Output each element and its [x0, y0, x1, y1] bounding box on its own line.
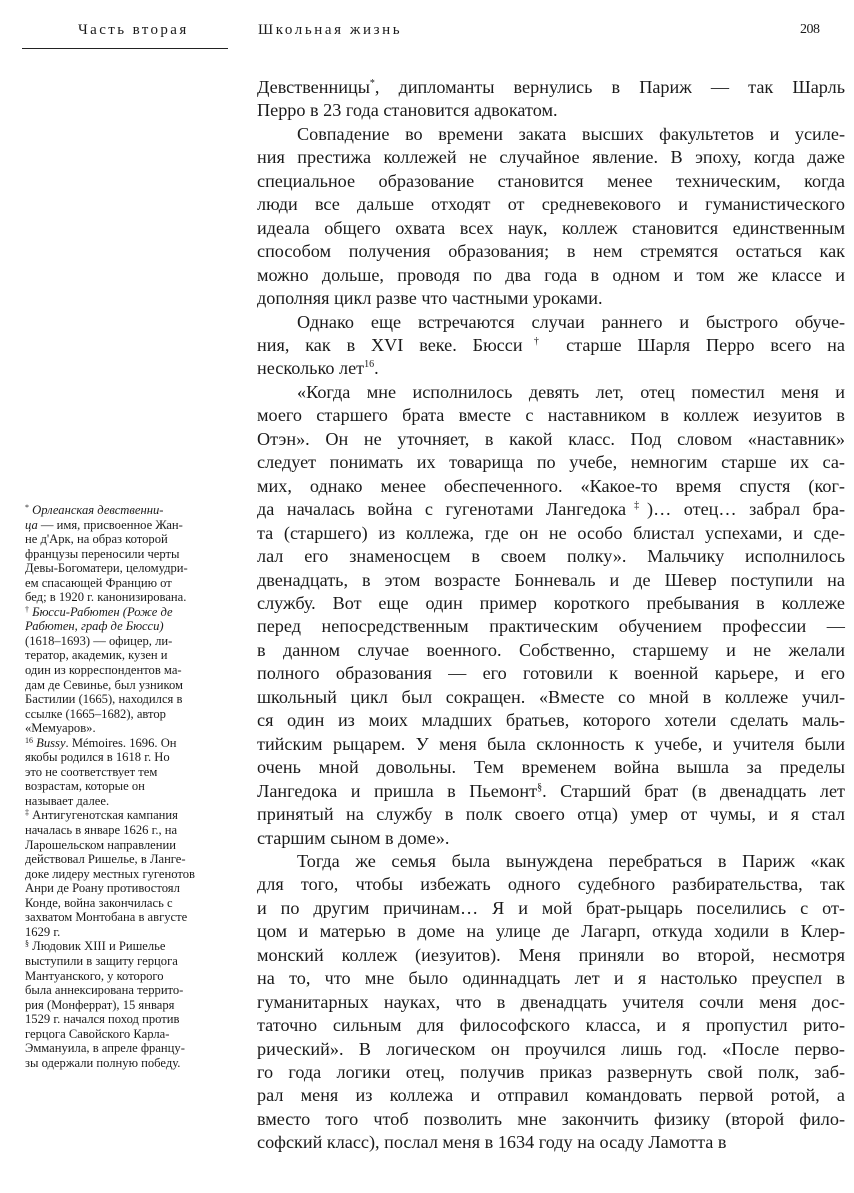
text-line: Девственницы*, дипломанты вернулись в Париж — так Шарль [257, 77, 845, 97]
footnote-line: возрастам, которые он [25, 779, 145, 794]
footnote-line: Девы-Богоматери, целомудри- [25, 561, 188, 576]
text-line: несколько лет$^{16}$. [257, 358, 379, 379]
footnote-line [25, 605, 249, 620]
text-line: ния, как в XVI веке. Бюсси† старше Шарля Перро всего на [257, 334, 845, 355]
italic-text: Бюсси-Рабютен (Роже де [32, 604, 173, 619]
text-line: ния престижа коллежей не случайное явление. В эпоху, когда даже [257, 147, 845, 168]
footnote-reference[interactable]: § [537, 781, 543, 793]
text-line: таточно сильным для философского класса, и я пропустил рито- [257, 1015, 845, 1036]
text-line: на то, что мне было одиннадцать лет и я настолько преуспел в [257, 968, 845, 989]
text-line: школьный цикл был сокращен. «Вместе со мной в коллеже учил- [257, 686, 845, 707]
footnote-line: захватом Монтобана в августе [25, 910, 188, 925]
text-line: ся один из моих младших братьев, которого хотели сделать маль- [257, 710, 845, 731]
running-head [0, 22, 854, 52]
footnote-line: ем спасающей Францию от [25, 575, 172, 590]
text-line: софский класс), послал меня в 1634 году на осаду Ламотта в [257, 1132, 727, 1153]
text-line: тийским рыцарем. У меня была склонность к учебе, и учителя были [257, 733, 845, 754]
text-line: да началась война с гугенотами Лангедока‡)… отец… забрал бра- [257, 499, 846, 520]
footnote-line: $^{16}$ Bussy. Mémoires. 1696. Он [25, 735, 177, 750]
text-line: цом и матерью в доме на улице де Лагарп, откуда ходили в Клер- [257, 921, 845, 942]
text-line: службу. Вот еще один пример короткого пребывания в коллеже [257, 592, 845, 613]
footnote-line: (1618–1693) — офицер, ли- [25, 633, 173, 648]
page-number: 208 [800, 22, 820, 37]
footnote-line: 1629 г. [25, 924, 61, 939]
italic-text: Bussy [36, 735, 66, 750]
footnote-line: ца — имя, присвоенное Жан- [25, 517, 183, 532]
text-line: для того, чтобы избежать одного судебного разбирательства, так [257, 874, 845, 895]
text-line: старшим сыном в доме». [257, 827, 450, 848]
footnote-line: французы переносили черты [25, 546, 180, 561]
paragraph [257, 123, 845, 311]
footnote-line: Бастилии (1665), находился в [25, 692, 183, 707]
footnote-line: называет далее. [25, 793, 110, 808]
main-text-column [257, 76, 845, 1155]
footnote-line: герцога Савойского Карла- [25, 1026, 170, 1041]
footnote-reference[interactable]: † [522, 335, 551, 347]
footnote-line: рия (Монферрат), 15 января [25, 997, 175, 1012]
text-line: вместо того чтоб позволить мне закончить физику (второй фило- [257, 1108, 845, 1129]
footnote [25, 736, 249, 809]
text-line: го года логики отец, получив приказ развернуть свой полк, заб- [257, 1062, 845, 1083]
text-line: Тогда же семья была вынуждена перебраться в Париж «как [297, 850, 845, 871]
footnote-line [25, 619, 249, 634]
footnote-line: была аннексирована террито- [25, 983, 184, 998]
text-line: монский коллеж (иезуитов). Меня приняли во второй, несмотря [257, 944, 845, 965]
text-line: очень мной довольны. Тем временем война вышла за пределы [257, 757, 845, 778]
italic-text: Орлеанская девственни- [32, 503, 164, 517]
running-head-rule [22, 48, 228, 49]
footnote-reference[interactable]: * [369, 78, 375, 89]
text-line: специальное образование становится менее техническим, когда [257, 170, 845, 191]
footnote-line: тератор, академик, кузен и [25, 648, 168, 663]
margin-footnotes [25, 503, 249, 1070]
text-line: перед непосредственным практическим обучением профессии — [257, 616, 845, 637]
footnote-reference[interactable]: ‡ [626, 500, 648, 512]
text-line: та (старшего) из коллежа, где он не особо блистал успехами, и сде- [257, 522, 845, 543]
text-line: дополняя цикл разве что частными уроками. [257, 288, 603, 309]
paragraph [257, 850, 845, 1155]
paragraph [257, 76, 845, 123]
paragraph [257, 311, 845, 381]
footnote-marker: ‡ [25, 808, 29, 818]
footnote-marker: † [25, 604, 29, 614]
footnote-marker: 16 [25, 735, 33, 745]
text-line: лал его знаменосцем в своем полку». Мальчику исполнилось [257, 546, 845, 567]
text-line: мих, однако менее обеспеченного. «Какое-то время спустя (ког- [257, 475, 845, 496]
footnote-reference[interactable]: 16 [364, 359, 375, 371]
footnote [25, 939, 249, 1070]
text-line: люди все дальше отходят от средневекового и гуманистического [257, 194, 845, 215]
text-line: двенадцать, в этом возрасте Бонневаль и де Шевер поступили на [257, 569, 845, 590]
footnote-line: началась в январе 1626 г., на [25, 823, 178, 838]
footnote-line: Ларошельском направлении [25, 837, 176, 852]
footnote-marker: § [25, 939, 29, 949]
footnote [25, 503, 249, 605]
footnote-line: не д'Арк, на образ которой [25, 532, 168, 547]
footnote-line: ссылке (1665–1682), автор [25, 706, 166, 721]
text-line: Отэн». Он не уточняет, в какой класс. Под словом «наставник» [257, 428, 845, 449]
footnote-line: ‡ Антигугенотская кампания [25, 808, 178, 823]
footnote-line: «Мемуаров». [25, 721, 96, 736]
text-line: Лангедока и пришла в Пьемонт§. Старший брат (в двенадцать лет [257, 780, 846, 801]
text-line: полного образования — его готовили к военной карьере, и его [257, 663, 845, 684]
text-line: Перро в 23 года становится адвокатом. [257, 100, 558, 121]
footnote-line: Конде, война закончилась с [25, 895, 173, 910]
footnote-line: 1529 г. начался поход против [25, 1012, 180, 1027]
text-line: идеала общего охвата всех наук, коллеж становится единственным [257, 217, 845, 238]
footnote-line: выступили в защиту герцога [25, 953, 178, 968]
footnote-line: действовал Ришелье, в Ланге- [25, 852, 186, 867]
text-line: способом получения образования; в нем стремятся остаться как [257, 241, 845, 262]
text-line: и по другим причинам… Я и мой брат-рыцарь поселились с от- [257, 897, 845, 918]
footnote-line: бед; в 1920 г. канонизирована. [25, 590, 187, 605]
footnote-line: Эммануила, в апреле францу- [25, 1041, 185, 1056]
running-head-chapter: Школьная жизнь [258, 22, 403, 38]
text-line: моего старшего брата вместе с наставником в коллеж иезуитов в [257, 405, 845, 426]
footnote-line: якобы родился в 1618 г. Но [25, 750, 170, 765]
text-line: принятый на службу в полк своего отца) умер от чумы, и я стал [257, 804, 845, 825]
text-line: в данном случае военного. Собственно, старшему и не желали [257, 639, 845, 660]
paragraph [257, 381, 845, 850]
text-line: Однако еще встречаются случаи раннего и быстрого обуче- [297, 311, 845, 332]
footnote-marker: * [25, 503, 29, 512]
text-line: можно дольше, проводя по два года в одном и том же классе и [257, 264, 845, 285]
footnote [25, 808, 249, 939]
italic-text: Рабютен, граф де Бюсси) [25, 619, 164, 634]
footnote-line: дам де Севинье, был узником [25, 677, 184, 692]
footnote-line: Мантуанского, у которого [25, 968, 164, 983]
text-line: рал меня из коллежа и отправил командовать первой ротой, а [257, 1085, 845, 1106]
footnote-line [25, 503, 249, 518]
text-line: следует понимать их товарища по учебе, немногим старше их са- [257, 452, 845, 473]
text-line: гуманитарных науках, что в двенадцать учителя сочли меня дос- [257, 991, 845, 1012]
footnote-line: Анри де Роану противостоял [25, 881, 180, 896]
text-line: Совпадение во времени заката высших факультетов и усиле- [297, 123, 845, 144]
running-head-part: Часть вторая [78, 22, 189, 38]
italic-text: ца [25, 517, 38, 532]
footnote-line: один из корреспондентов ма- [25, 663, 182, 678]
text-line: «Когда мне исполнилось девять лет, отец поместил меня и [297, 381, 845, 402]
footnote-line: зы одержали полную победу. [25, 1055, 181, 1070]
footnote-line: доке лидеру местных гугенотов [25, 866, 195, 881]
footnote-line: § Людовик XIII и Ришелье [25, 939, 166, 954]
footnote-line: это не соответствует тем [25, 764, 158, 779]
footnote [25, 605, 249, 736]
text-line: рический». В логическом он проучился лишь год. «После перво- [257, 1038, 845, 1059]
